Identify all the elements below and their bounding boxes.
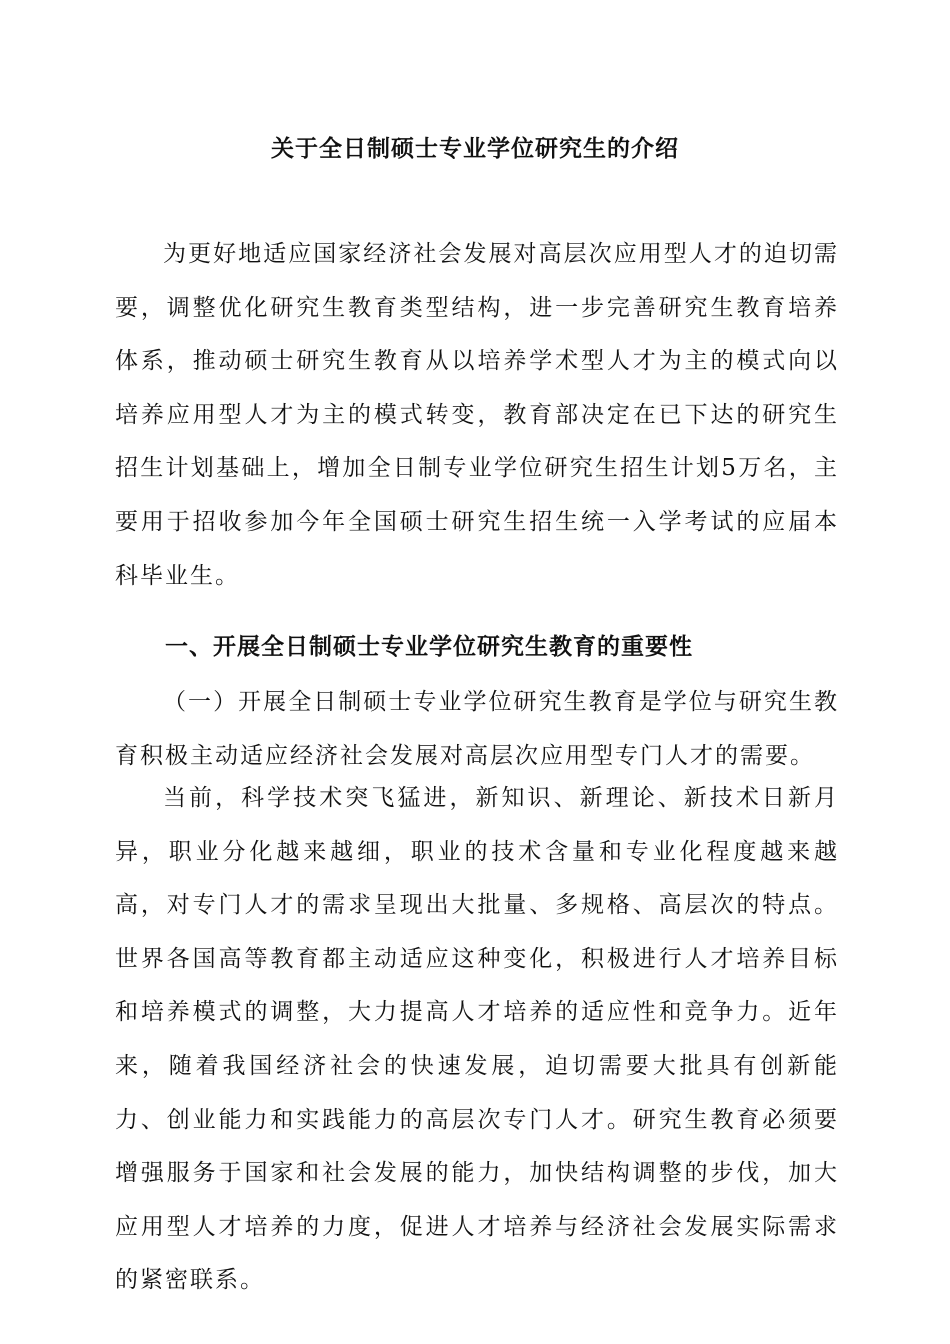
document-title: 关于全日制硕士专业学位研究生的介绍	[271, 136, 679, 162]
intro-paragraph: 为更好地适应国家经济社会发展对高层次应用型人才的迫切需要，调整优化研究生教育类型结构，进一步完善研究生教育培养体系，推动硕士研究生教育从以培养学术型人才为主的模式向以培养应用型人才为主的模式转变，教育部决定在已下达的研究生招生计划基础上，增加全日制专业学位研究生招生计划5万名，主要用于招收参加今年全国硕士研究生招生统一入学考试的应届本科毕业生。	[115, 241, 839, 589]
section-paragraph-2: 当前，科学技术突飞猛进，新知识、新理论、新技术日新月异，职业分化越来越细，职业的技术含量和专业化程度越来越高，对专门人才的需求呈现出大批量、多规格、高层次的特点。世界各国高等教育都主动适应这种变化，积极进行人才培养目标和培养模式的调整，大力提高人才培养的适应性和竞争力。近年来，随着我国经济社会的快速发展，迫切需要大批具有创新能力、创业能力和实践能力的高层次专门人才。研究生教育必须要增强服务于国家和社会发展的能力，加快结构调整的步伐，加大应用型人才培养的力度，促进人才培养与经济社会发展实际需求的紧密联系。	[115, 785, 839, 1294]
section-heading: 一、开展全日制硕士专业学位研究生教育的重要性	[165, 634, 693, 660]
section-paragraph-1: （一）开展全日制硕士专业学位研究生教育是学位与研究生教育积极主动适应经济社会发展对高层次应用型专门人才的需要。	[115, 689, 839, 769]
